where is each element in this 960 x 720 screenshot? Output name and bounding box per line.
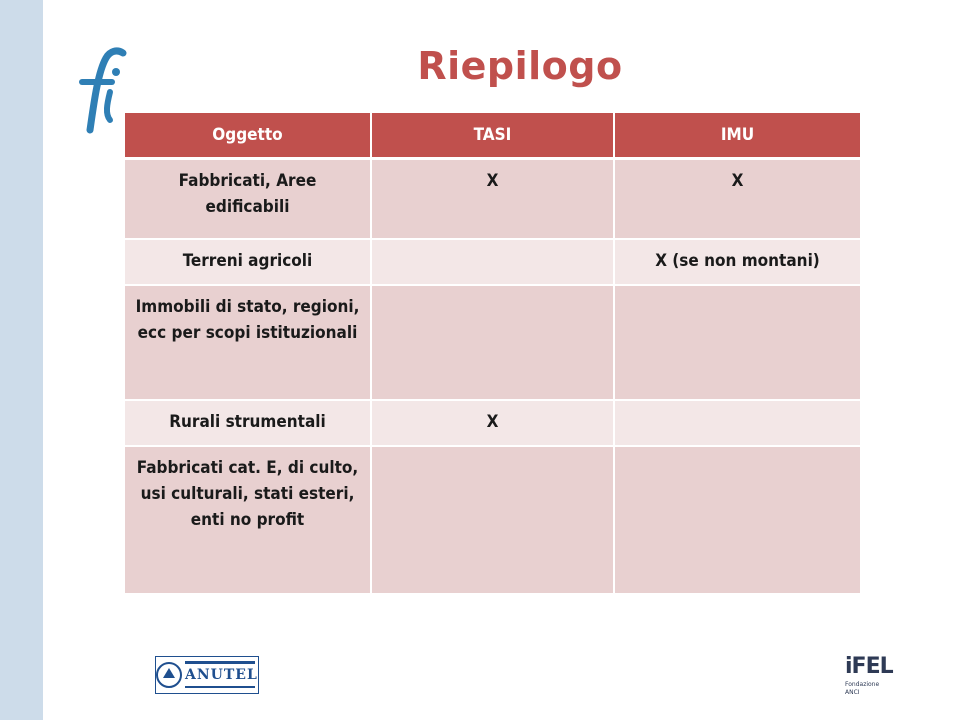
table-row xyxy=(125,239,860,285)
cell-tasi xyxy=(371,446,614,594)
ifel-logo xyxy=(845,655,895,697)
cell-oggetto: Terreni agricoli xyxy=(125,239,371,285)
header-imu: IMU xyxy=(614,113,860,159)
slide-title: Riepilogo xyxy=(417,44,623,88)
cell-imu xyxy=(614,446,860,594)
cell-oggetto: Fabbricati cat. E, di culto, usi culturali, stati esteri, enti no profit xyxy=(125,446,371,594)
header-tasi: TASI xyxy=(371,113,614,159)
cell-tasi: X xyxy=(371,400,614,446)
fi-logo-icon xyxy=(60,42,130,137)
header-oggetto: Oggetto xyxy=(125,113,371,159)
ifel-subtext: Fondazione ANCI xyxy=(845,681,880,696)
ifel-text: iFEL xyxy=(845,654,893,679)
cell-imu xyxy=(614,285,860,400)
table-row xyxy=(125,446,860,594)
cell-tasi: X xyxy=(371,159,614,239)
cell-tasi xyxy=(371,239,614,285)
cell-oggetto: Rurali strumentali xyxy=(125,400,371,446)
table-header-row xyxy=(125,113,860,159)
cell-oggetto: Fabbricati, Aree edificabili xyxy=(125,159,371,239)
left-decorative-band xyxy=(0,0,43,720)
table-row xyxy=(125,400,860,446)
cell-imu: X (se non montani) xyxy=(614,239,860,285)
table-row xyxy=(125,285,860,400)
cell-oggetto: Immobili di stato, regioni, ecc per scopi istituzionali xyxy=(125,285,371,400)
cell-imu xyxy=(614,400,860,446)
anutel-logo xyxy=(155,656,259,694)
cell-imu: X xyxy=(614,159,860,239)
anutel-text: ANUTEL xyxy=(185,667,258,683)
table-row xyxy=(125,159,860,239)
cell-tasi xyxy=(371,285,614,400)
summary-table xyxy=(125,113,860,595)
